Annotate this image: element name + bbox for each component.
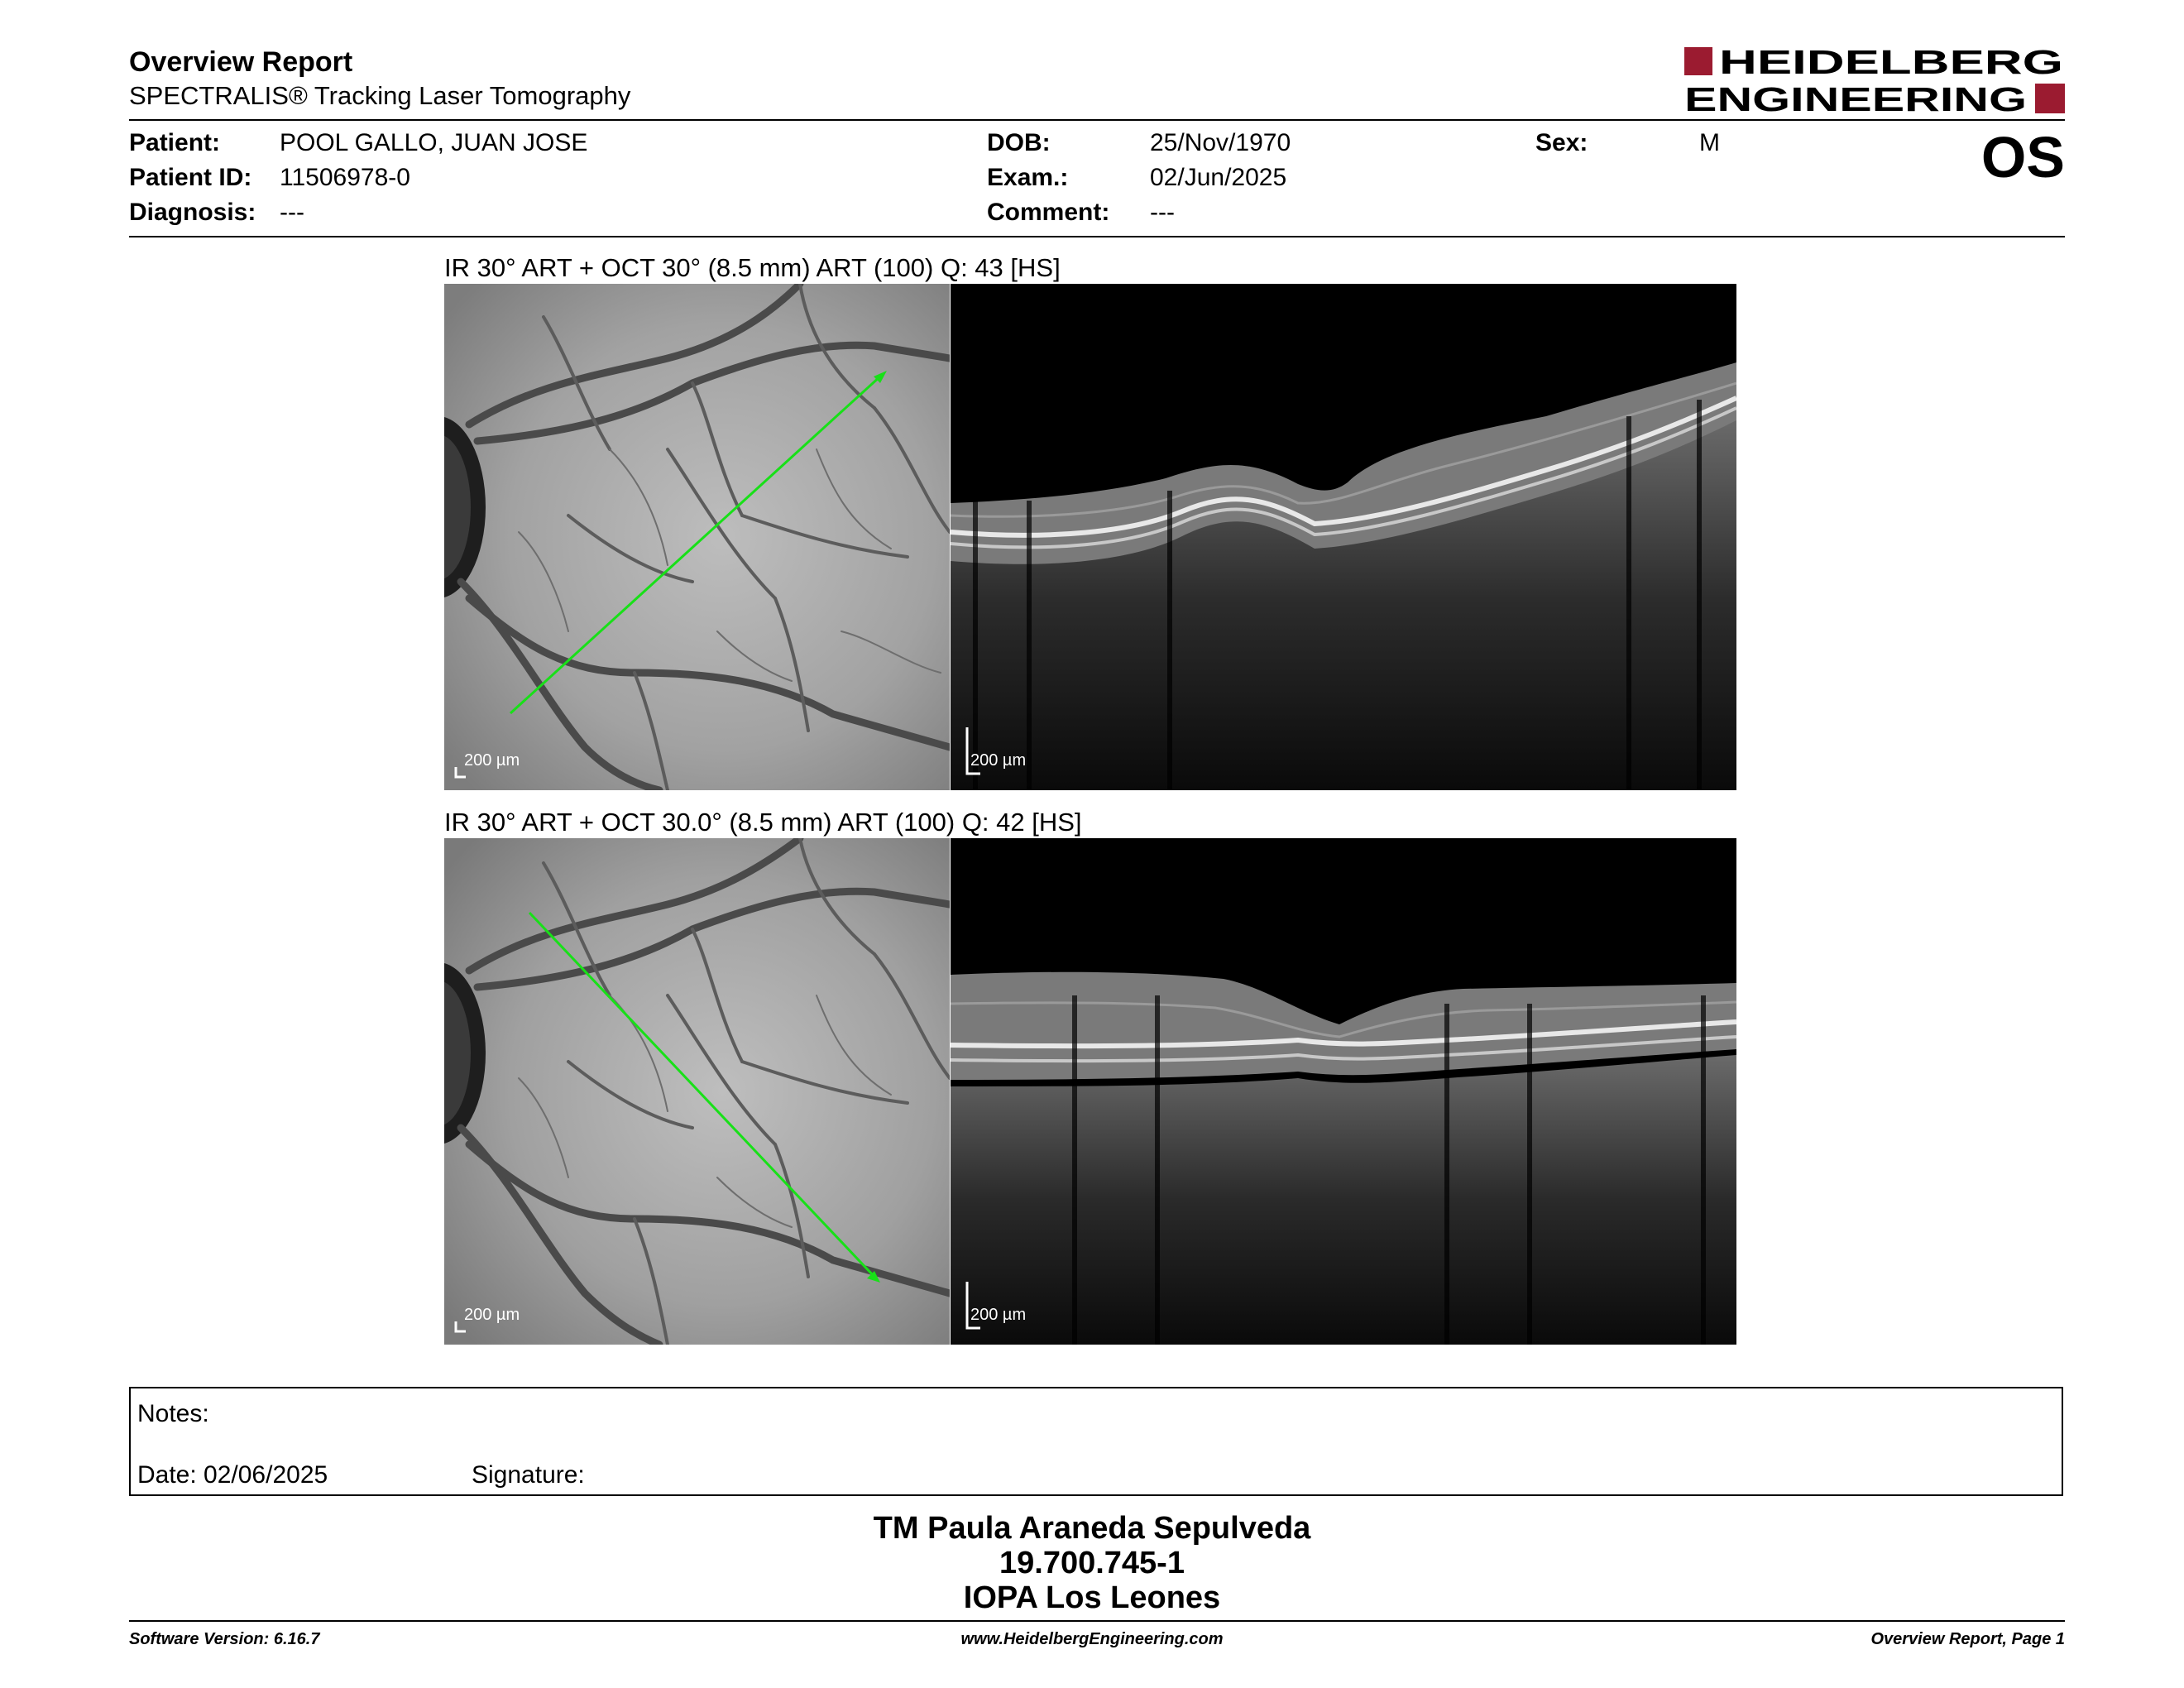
eye-laterality: OS [1980, 125, 2065, 189]
comment-value: --- [1150, 199, 1175, 226]
patient-id: 11506978-0 [280, 164, 410, 191]
report-title: Overview Report [129, 46, 353, 78]
comment-label: Comment: [987, 199, 1110, 226]
sex-label: Sex: [1535, 129, 1588, 156]
scan-2-oct-scale-label: 200 µm [970, 1306, 1027, 1324]
exam-value: 02/Jun/2025 [1150, 164, 1287, 191]
scan-1-caption: IR 30° ART + OCT 30° (8.5 mm) ART (100) Q: 43 [HS] [444, 253, 1061, 282]
scan-2-ir-fundus-image [444, 838, 950, 1345]
scan-2-caption: IR 30° ART + OCT 30.0° (8.5 mm) ART (100) Q: 42 [HS] [444, 808, 1082, 837]
website-link[interactable]: www.HeidelbergEngineering.com [960, 1630, 1224, 1648]
signer-institution: IOPA Los Leones [963, 1580, 1221, 1615]
signer-name: TM Paula Araneda Sepulveda [873, 1511, 1311, 1546]
software-version: Software Version: 6.16.7 [129, 1630, 320, 1648]
scan-1-oct-bscan-image [951, 284, 1736, 790]
signer-id: 19.700.745-1 [999, 1546, 1185, 1580]
notes-box [129, 1387, 2063, 1496]
scan-2-oct-bscan-image [951, 838, 1736, 1345]
report-subtitle: SPECTRALIS® Tracking Laser Tomography [129, 81, 631, 110]
patient-label: Patient: [129, 129, 221, 156]
dob-label: DOB: [987, 129, 1051, 156]
scan-2-ir-scale-label: 200 µm [464, 1306, 520, 1324]
diagnosis-label: Diagnosis: [129, 199, 256, 226]
footer-divider [129, 1620, 2065, 1622]
page-label: Overview Report, Page 1 [1870, 1630, 2065, 1648]
logo-line1: HEIDELBERG [1719, 45, 2063, 81]
patient-name: POOL GALLO, JUAN JOSE [280, 129, 588, 156]
dob-value: 25/Nov/1970 [1150, 129, 1291, 156]
sex-value: M [1699, 129, 1720, 156]
scan-1-ir-scale-label: 200 µm [464, 751, 520, 770]
header-divider [129, 119, 2065, 121]
logo-square-bottom [2035, 84, 2065, 113]
scan-1-oct-scale-label: 200 µm [970, 751, 1027, 770]
diagnosis-value: --- [280, 199, 304, 226]
exam-label: Exam.: [987, 164, 1069, 191]
heidelberg-logo [1684, 45, 2065, 116]
patient-divider [129, 236, 2065, 237]
logo-square-top [1684, 47, 1712, 75]
scan-1-ir-fundus-image [444, 284, 950, 790]
logo-line2: ENGINEERING [1684, 80, 2027, 116]
notes-label: Notes: [137, 1400, 209, 1427]
patient-id-label: Patient ID: [129, 164, 252, 191]
date-label: Date: 02/06/2025 [137, 1461, 328, 1489]
signature-label: Signature: [472, 1461, 585, 1489]
